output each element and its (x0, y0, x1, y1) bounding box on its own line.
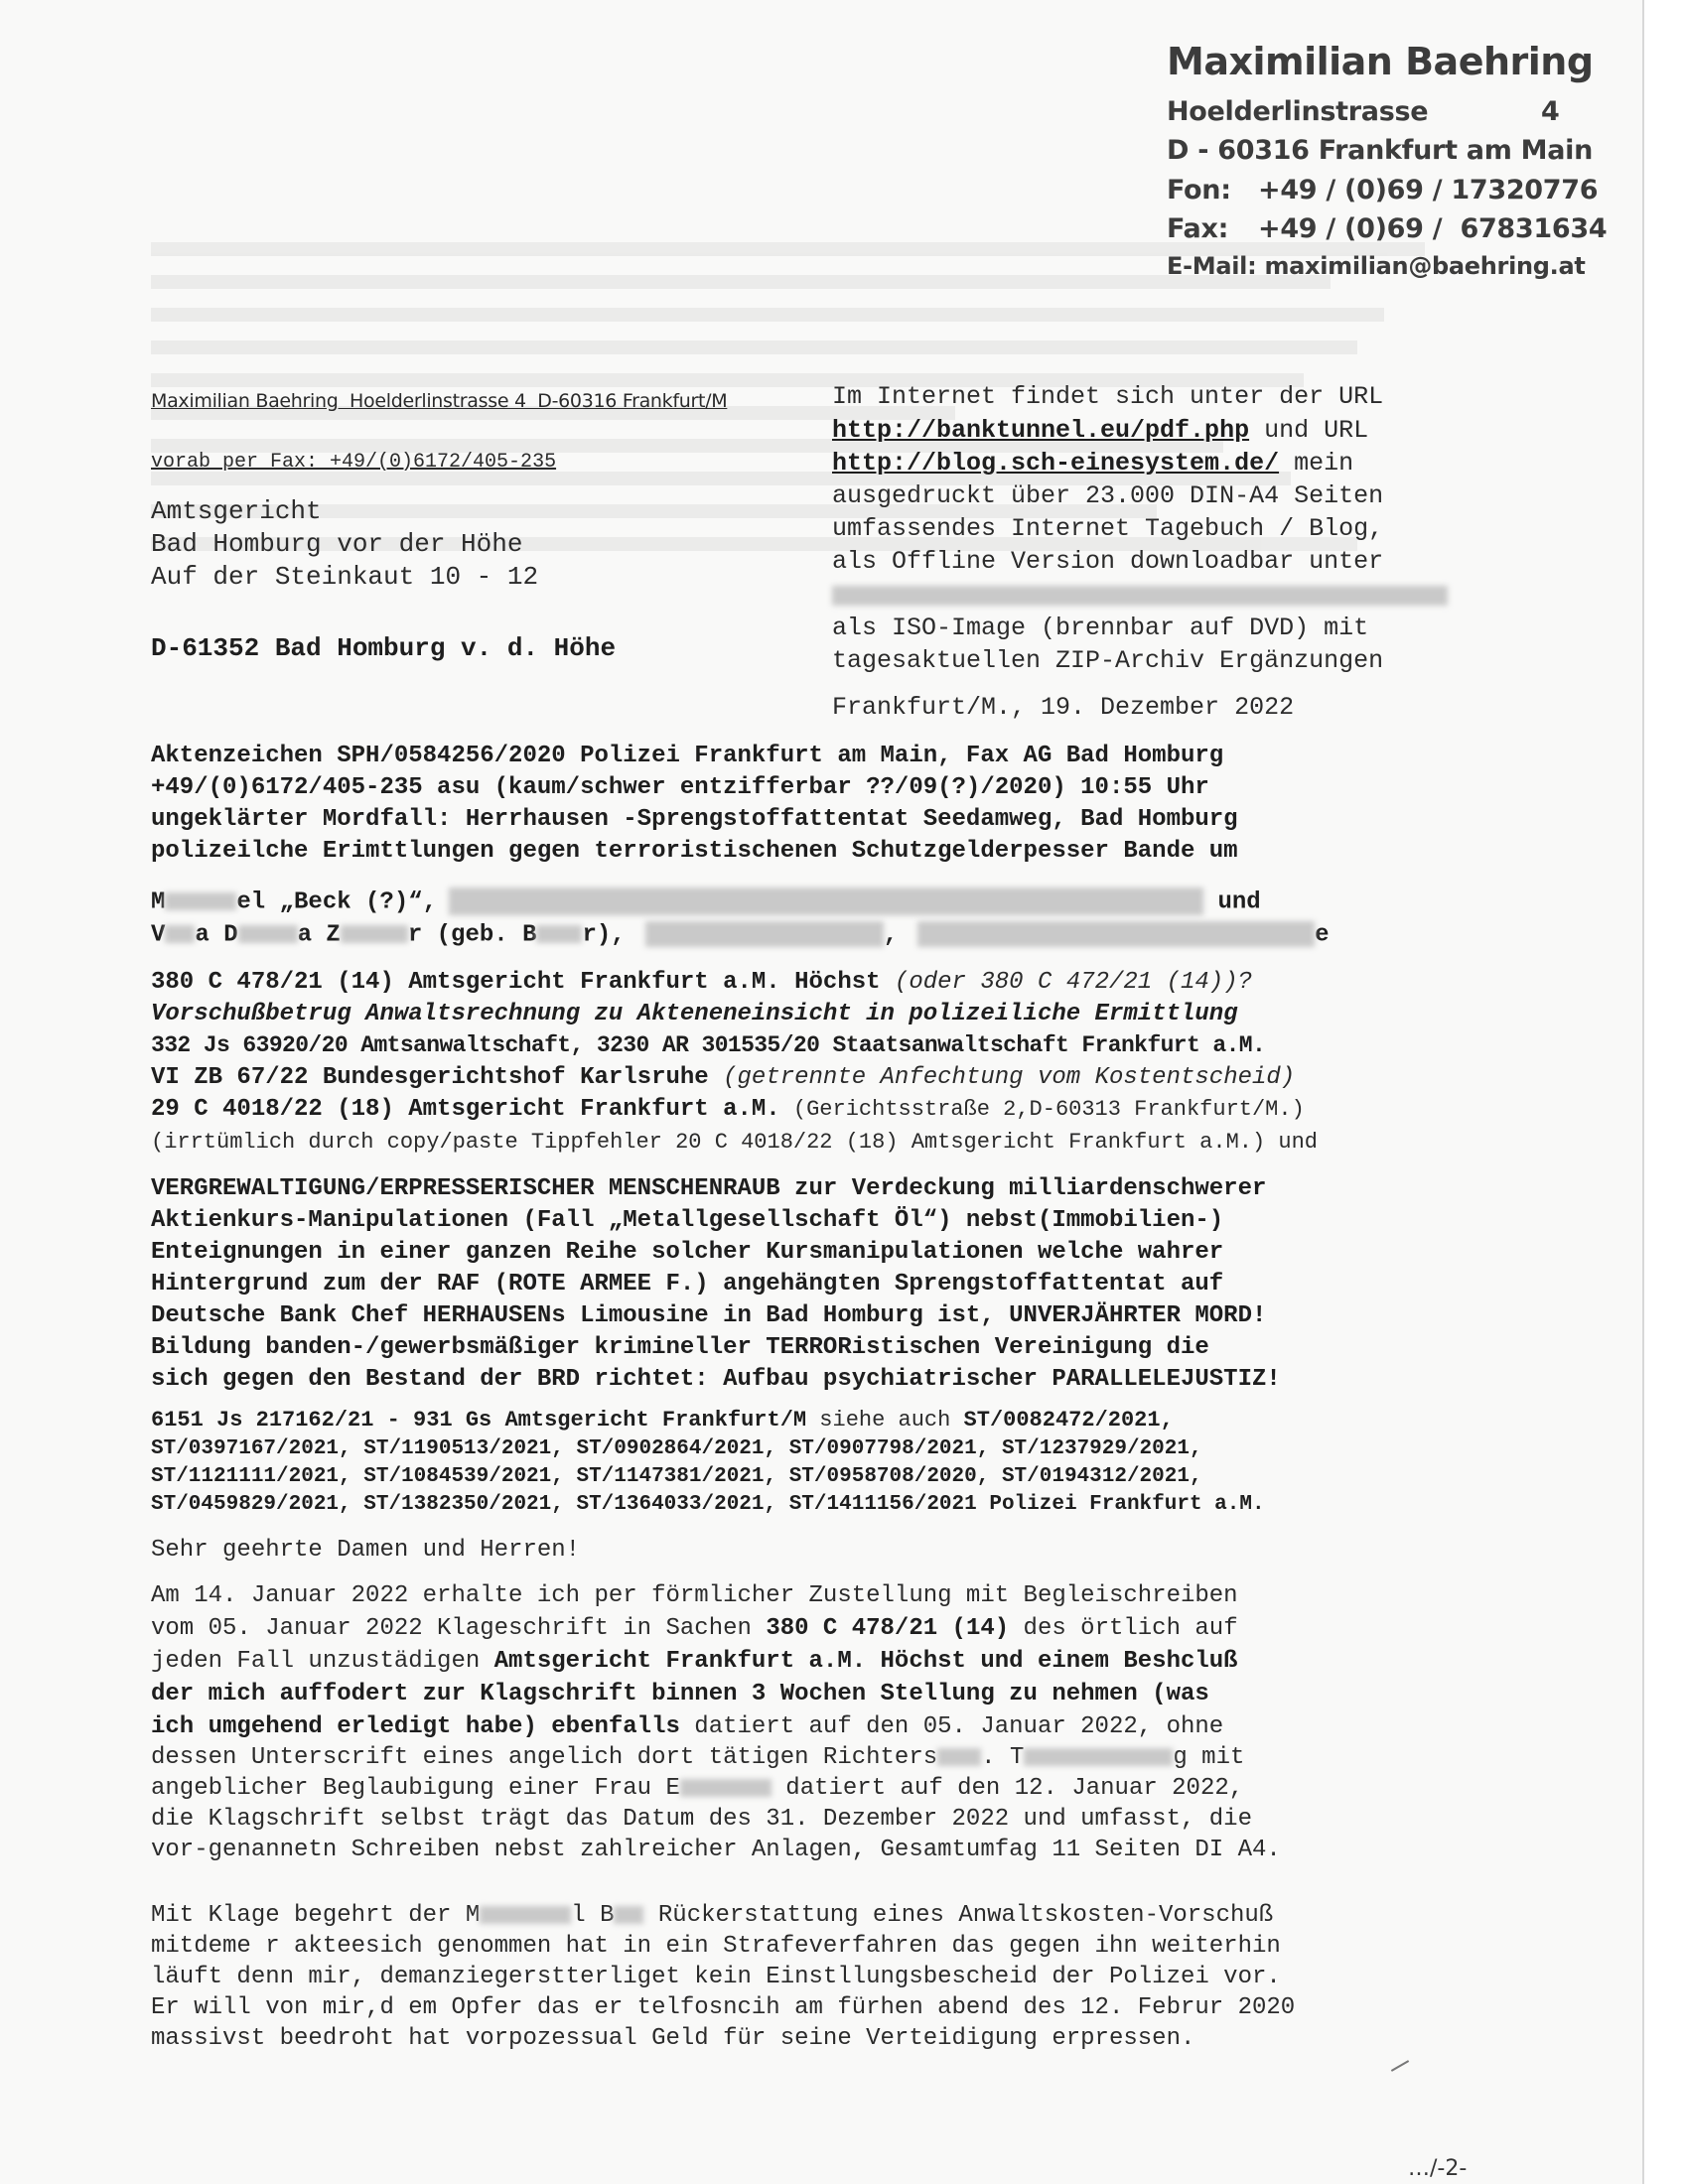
info-line-3-text: mein (1279, 449, 1354, 478)
info-line-5: umfassendes Internet Tagebuch / Blog, (832, 514, 1384, 543)
para1-l7-a: angeblicher Beglaubigung einer Frau E (151, 1775, 680, 1802)
para2-line-5: massivst beedroht hat vorpozessual Geld für seine Verteidigung erpressen. (151, 2025, 1195, 2052)
letterhead-city: D - 60316 Frankfurt am Main (1167, 135, 1593, 166)
para1-line-6 (151, 1744, 1244, 1771)
para1-line-9: vor-genannetn Schreiben nebst zahlreicher Anlagen, Gesamtumfag 11 Seiten DI A4. (151, 1837, 1281, 1863)
letterhead-house-number: 4 (1541, 96, 1560, 127)
block-line-6: Bildung banden-/gewerbsmäßiger krimineller TERRORistischen Vereinigung die (151, 1334, 1209, 1361)
letterhead-fon-label: Fon: (1167, 175, 1231, 205)
ref-line-3: 332 Js 63920/20 Amtsanwaltschaft, 3230 AR 301535/20 Staatsanwaltschaft Frankfurt a.M. (151, 1032, 1266, 1058)
para1-line-3 (151, 1648, 1238, 1675)
para1-line-1: Am 14. Januar 2022 erhalte ich per förmlicher Zustellung mit Begleischreiben (151, 1582, 1238, 1609)
letterhead-name: Maximilian Baehring (1167, 40, 1594, 83)
para1-l5-b: datiert auf den 05. Januar 2022, ohne (679, 1713, 1224, 1740)
subject-s5-beck: el „Beck (?)“, (236, 888, 438, 916)
ref-bgh: VI ZB 67/22 Bundesgerichtshof Karlsruhe (151, 1064, 709, 1091)
letterhead-fax-label: Fax: (1167, 213, 1229, 244)
para2-line-2: mitdeme r akteesich genommen hat in ein Strafeverfahren das gegen ihn weiterhin (151, 1933, 1281, 1960)
para2-l1-a: Mit Klage begehrt der M (151, 1902, 481, 1929)
para1-line-2 (151, 1615, 1238, 1642)
redaction (480, 1906, 571, 1924)
para1-line-5 (151, 1713, 1223, 1740)
ref-29c: 29 C 4018/22 (18) Amtsgericht Frankfurt a.M. (151, 1096, 780, 1123)
recipient-city: D-61352 Bad Homburg v. d. Höhe (151, 633, 617, 663)
redaction (680, 1779, 772, 1797)
subject-line-6 (151, 921, 1330, 948)
subject-line-4: polizeilche Erimttlungen gegen terroristischenen Schutzgelderpesser Bande um (151, 838, 1238, 865)
para1-l3-a: jeden Fall unzustädigen (151, 1648, 494, 1675)
block-st-first: ST/0082472/2021, (963, 1408, 1174, 1433)
block-see-also: siehe auch (806, 1408, 964, 1433)
letterhead-email: E-Mail: maximilian@baehring.at (1167, 252, 1586, 280)
sender-line: Maximilian Baehring Hoelderlinstrasse 4 D-60316 Frankfurt/M (151, 390, 728, 412)
block-line-2: Aktienkurs-Manipulationen (Fall „Metallgesellschaft Öl“) nebst(Immobilien-) (151, 1207, 1224, 1234)
para1-line-8: die Klagschrift selbst trägt das Datum des 31. Dezember 2022 und umfasst, die (151, 1806, 1252, 1833)
para2-l1-c: Rückerstattung eines Anwaltskosten-Vorschuß (643, 1902, 1274, 1929)
block-line-4: Hintergrund zum der RAF (ROTE ARMEE F.) angehängten Sprengstoffattentat auf (151, 1271, 1224, 1297)
blog-link[interactable]: http://blog.sch-einesystem.de/ (832, 449, 1280, 478)
para2-line-3: läuft denn mir, demanziegerstterliget kein Einstllungsbescheid der Polizei vor. (151, 1964, 1281, 1990)
letterhead-fon: +49 / (0)69 / 17320776 (1258, 175, 1599, 205)
subject-s6-e: r), (582, 921, 626, 949)
para2-line-1 (151, 1902, 1273, 1929)
redaction (937, 1748, 981, 1766)
para1-l2-case: 380 C 478/21 (14) (766, 1615, 1010, 1642)
subject-s6-f: , (883, 921, 899, 949)
redaction (449, 887, 1203, 915)
redaction (165, 892, 236, 910)
redacted-url (832, 586, 1448, 608)
redaction (238, 925, 298, 943)
para2-line-4: Er will von mir,d em Opfer das er telfosncih am fürhen abend des 12. Februr 2020 (151, 1994, 1296, 2021)
para1-line-4: der mich auffodert zur Klagschrift binnen 3 Wochen Stellung zu nehmen (was (151, 1681, 1209, 1707)
redaction (165, 925, 195, 943)
page-continuation: …/-2- (1408, 2156, 1468, 2181)
para2-l1-b: l B (571, 1902, 615, 1929)
ref-line-6: (irrtümlich durch copy/paste Tippfehler 20 C 4018/22 (18) Amtsgericht Frankfurt a.M.) und (151, 1130, 1318, 1155)
info-line-1: Im Internet findet sich unter der URL (832, 382, 1384, 411)
redaction (917, 921, 1315, 947)
ref-case-380: 380 C 478/21 (14) Amtsgericht Frankfurt a.M. Höchst (151, 969, 881, 996)
para1-l2-c: des örtlich auf (1009, 1615, 1238, 1642)
block-line-3: Enteignungen in einer ganzen Reihe solcher Kursmanipulationen welche wahrer (151, 1239, 1224, 1266)
para1-l2-a: vom 05. Januar 2022 Klageschrift in Sachen (151, 1615, 767, 1642)
subject-s6-c: a Z (297, 921, 341, 949)
para1-line-7 (151, 1775, 1243, 1802)
redaction (536, 925, 582, 943)
ref-line-2: Vorschußbetrug Anwaltsrechnung zu Akteneneinsicht in polizeiliche Ermittlung (151, 1001, 1238, 1027)
subject-s6-a: V (151, 921, 166, 949)
subject-s6-d: r (geb. B (407, 921, 537, 949)
block-js-ref: 6151 Js 217162/21 - 931 Gs Amtsgericht Frankfurt/M (151, 1408, 807, 1433)
block-line-10: ST/1121111/2021, ST/1084539/2021, ST/1147381/2021, ST/0958708/2020, ST/0194312/2021, (151, 1465, 1202, 1488)
ref-line-5 (151, 1096, 1305, 1123)
redaction (1024, 1748, 1173, 1766)
subject-line-2: +49/(0)6172/405-235 asu (kaum/schwer entzifferbar ??/09(?)/2020) 10:55 Uhr (151, 774, 1209, 801)
ref-line-4 (151, 1064, 1295, 1091)
block-line-1: VERGREWALTIGUNG/ERPRESSERISCHER MENSCHENRAUB zur Verdeckung milliardenschwerer (151, 1175, 1267, 1202)
subject-line-5 (151, 887, 1261, 915)
recipient-line-2: Bad Homburg vor der Höhe (151, 529, 523, 559)
ref-line-1 (151, 969, 1252, 996)
salutation: Sehr geehrte Damen und Herren! (151, 1537, 581, 1564)
info-line-8: als ISO-Image (brennbar auf DVD) mit (832, 614, 1369, 642)
page-edge (1642, 0, 1684, 2184)
block-line-11: ST/0459829/2021, ST/1382350/2021, ST/1364033/2021, ST/1411156/2021 Polizei Frankfurt a.M. (151, 1493, 1265, 1516)
recipient-line-3: Auf der Steinkaut 10 - 12 (151, 562, 539, 592)
para1-l6-b: . T (981, 1744, 1025, 1771)
block-line-9: ST/0397167/2021, ST/1190513/2021, ST/0902864/2021, ST/0907798/2021, ST/1237929/2021, (151, 1437, 1202, 1460)
block-line-8 (151, 1408, 1174, 1433)
ref-case-alt: (oder 380 C 472/21 (14))? (880, 969, 1252, 996)
info-line-2 (832, 416, 1368, 445)
banktunnel-link[interactable]: http://banktunnel.eu/pdf.php (832, 416, 1250, 445)
subject-line-1: Aktenzeichen SPH/0584256/2020 Polizei Frankfurt am Main, Fax AG Bad Homburg (151, 743, 1224, 769)
subject-s6-b: a D (195, 921, 238, 949)
para1-l3-b: Amtsgericht Frankfurt a.M. Höchst und einem Beshcluß (493, 1648, 1238, 1675)
redaction (341, 925, 408, 943)
block-line-5: Deutsche Bank Chef HERHAUSENs Limousine in Bad Homburg ist, UNVERJÄHRTER MORD! (151, 1302, 1267, 1329)
redaction (645, 921, 884, 947)
info-line-2-text: und URL (1249, 416, 1369, 445)
info-line-6: als Offline Version downloadbar unter (832, 547, 1384, 576)
ref-29c-address: (Gerichtsstraße 2,D-60313 Frankfurt/M.) (779, 1097, 1305, 1122)
info-line-9: tagesaktuellen ZIP-Archiv Ergänzungen (832, 646, 1384, 675)
info-line-4: ausgedruckt über 23.000 DIN-A4 Seiten (832, 481, 1384, 510)
info-line-3 (832, 449, 1353, 478)
fax-line: vorab per Fax: +49/(0)6172/405-235 (151, 451, 557, 474)
ref-bgh-note: (getrennte Anfechtung vom Kostentscheid) (708, 1064, 1296, 1091)
letter-date: Frankfurt/M., 19. Dezember 2022 (832, 693, 1295, 722)
block-line-7: sich gegen den Bestand der BRD richtet: Aufbau psychiatrischer PARALLELEJUSTIZ! (151, 1366, 1281, 1393)
redaction (614, 1906, 643, 1924)
para1-l5-a: ich umgehend erledigt habe) ebenfalls (151, 1713, 680, 1740)
letterhead-fax: +49 / (0)69 / 67831634 (1258, 213, 1608, 244)
para1-l7-b: datiert auf den 12. Januar 2022, (771, 1775, 1244, 1802)
pen-mark (1391, 2060, 1409, 2072)
para1-l6-c: g mit (1173, 1744, 1245, 1771)
subject-s5-start: M (151, 888, 166, 916)
subject-s6-g: e (1315, 921, 1330, 949)
para1-l6-a: dessen Unterscrift eines angelich dort tätigen Richters (151, 1744, 938, 1771)
recipient-line-1: Amtsgericht (151, 496, 322, 526)
letterhead-street: Hoelderlinstrasse (1167, 96, 1429, 127)
subject-s5-end: und (1203, 888, 1261, 916)
subject-line-3: ungeklärter Mordfall: Herrhausen -Sprengstoffattentat Seedamweg, Bad Homburg (151, 806, 1238, 833)
